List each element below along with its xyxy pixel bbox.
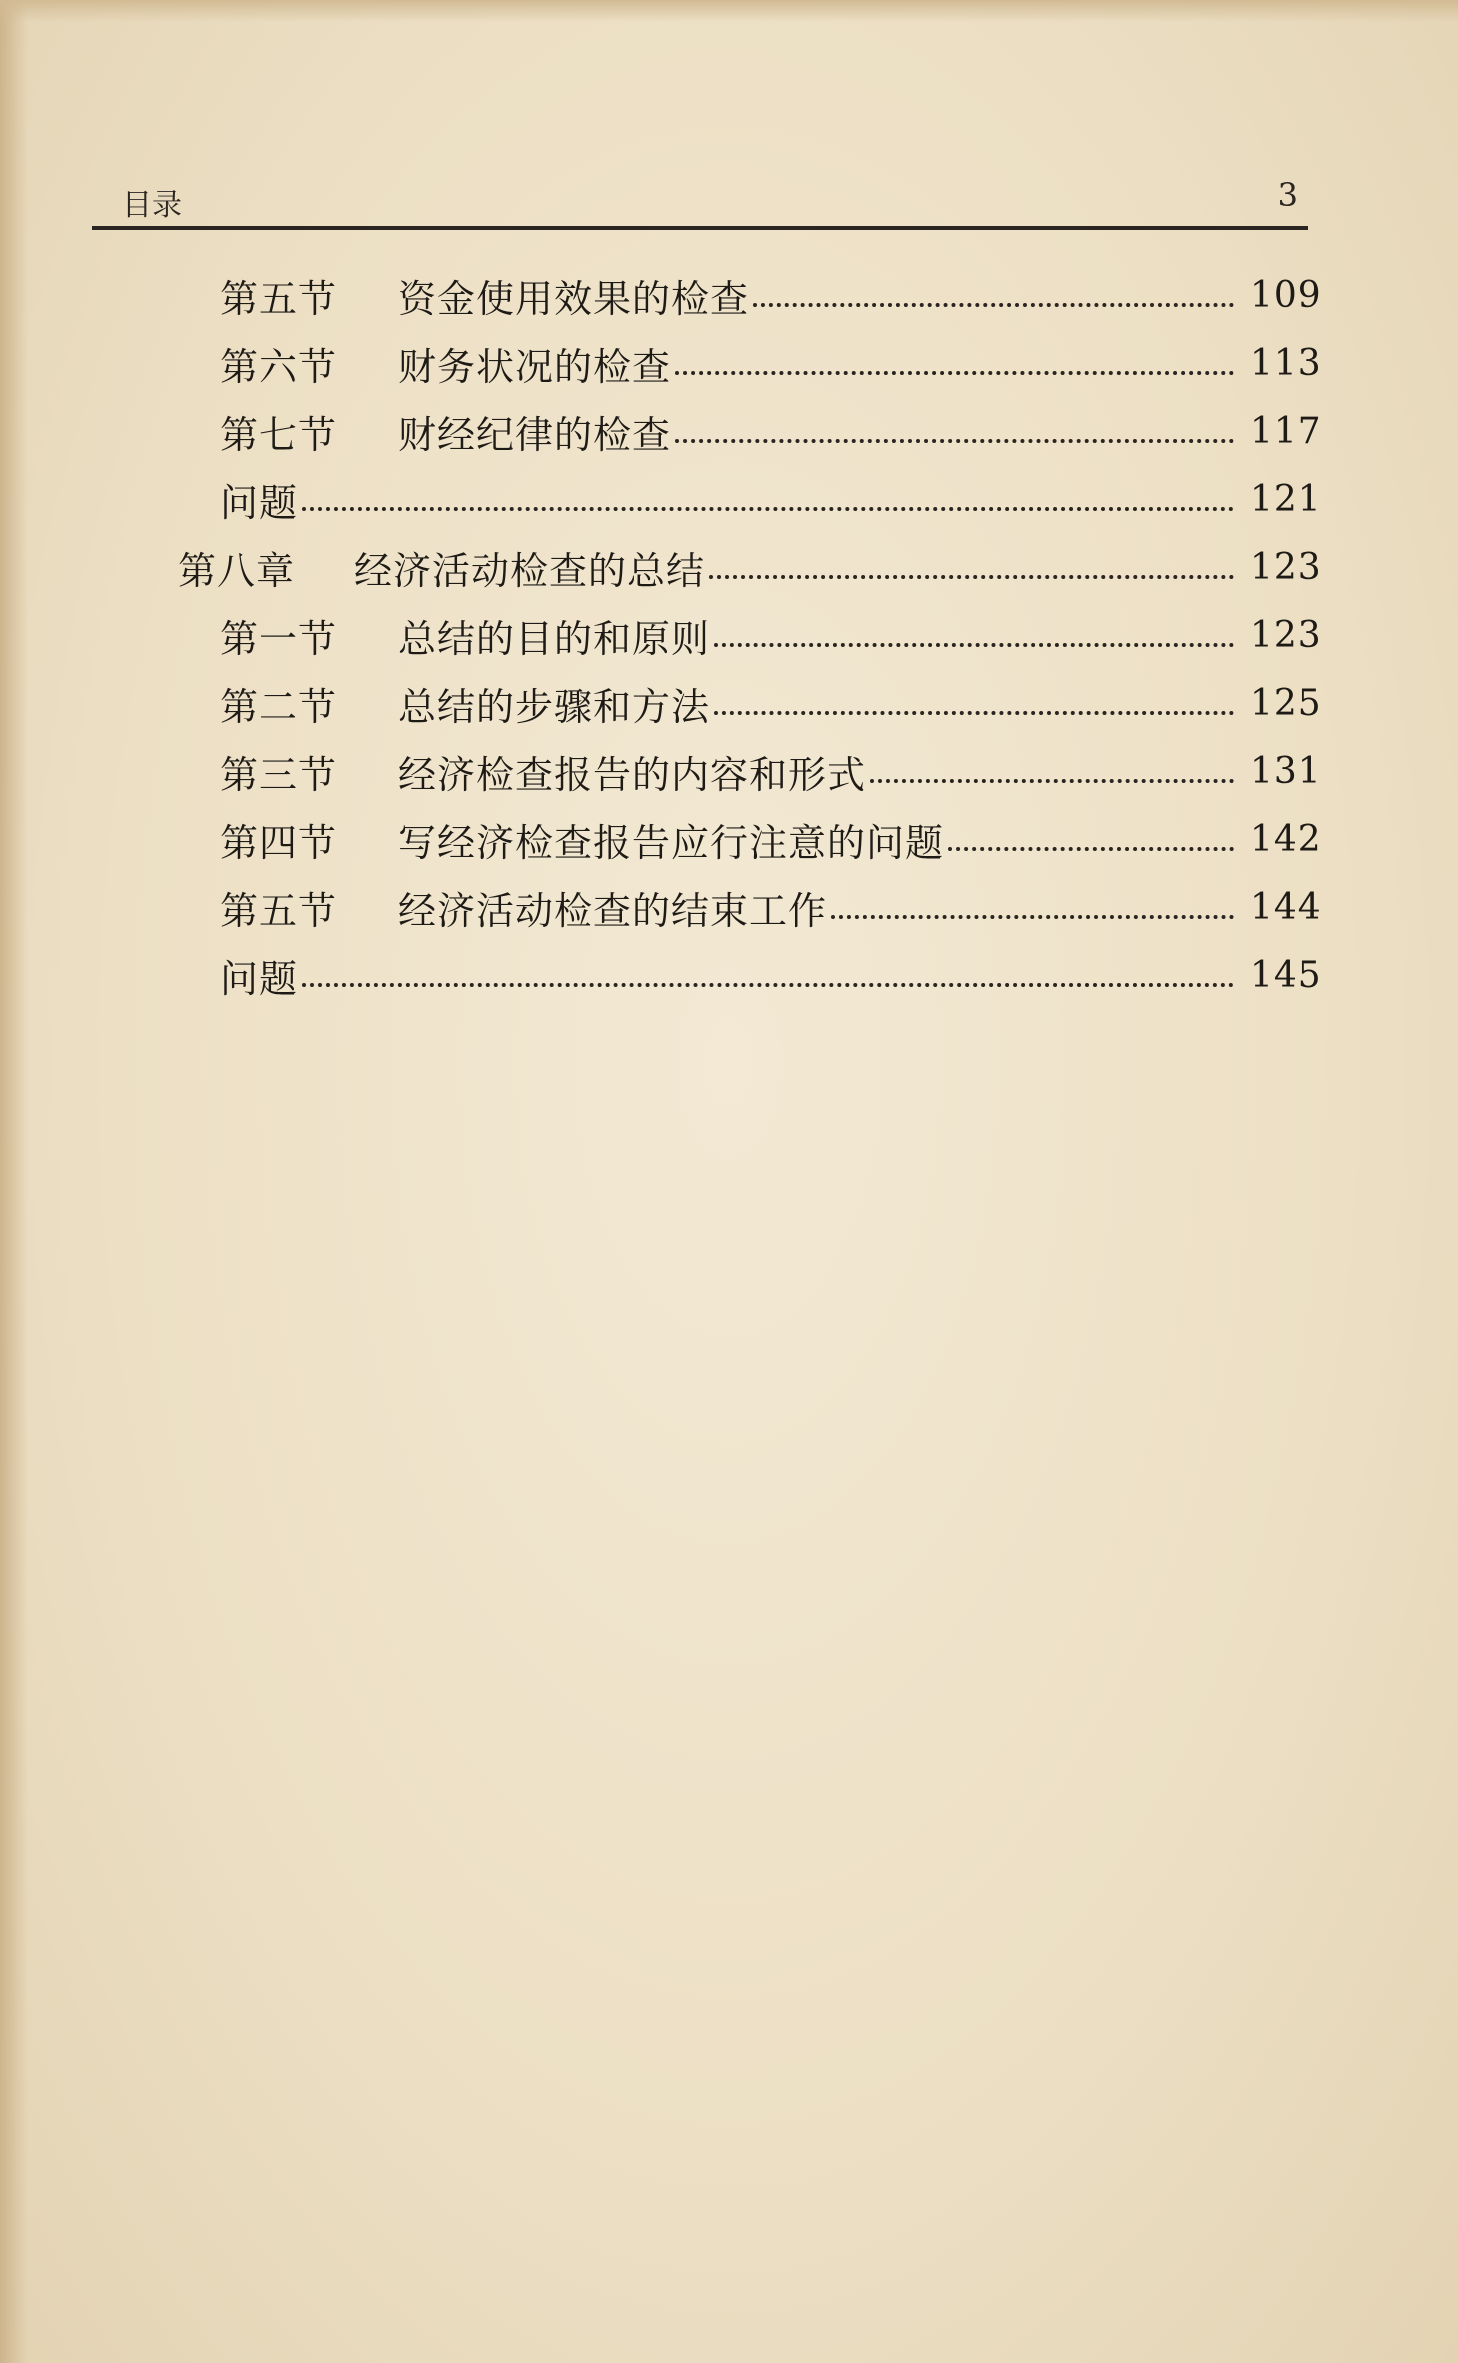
toc-entry-label: [220, 336, 671, 391]
toc-entry-title: 总结的步骤和方法: [398, 684, 711, 729]
dot-leader: [948, 847, 1234, 851]
toc-entry-label: [178, 540, 705, 595]
toc-entry-page: 121: [1250, 478, 1322, 520]
toc-entry-page: 144: [1250, 886, 1322, 928]
toc-entry-title: 问题: [220, 480, 299, 525]
toc-entry: [220, 945, 1320, 1005]
toc-entry-page: 113: [1250, 342, 1322, 384]
dot-leader: [675, 439, 1234, 443]
toc-entry-page: 131: [1250, 750, 1322, 792]
toc-entry-label: [220, 744, 866, 799]
dot-leader: [870, 779, 1234, 783]
toc-entry: [220, 877, 1320, 937]
dot-leader: [831, 915, 1234, 919]
toc-entry-number: 第七节: [220, 412, 338, 457]
toc-entry: [220, 401, 1320, 461]
toc-entry-number: 第五节: [220, 888, 338, 933]
dot-leader: [753, 303, 1234, 307]
dot-leader: [714, 711, 1234, 715]
toc-entry-number: 第三节: [220, 752, 338, 797]
toc-entry-page: 117: [1250, 410, 1322, 452]
page-edge-shadow: [0, 0, 28, 2363]
header-page-number: 3: [1277, 176, 1298, 214]
toc-chapter-entry: [178, 537, 1320, 597]
running-header: [92, 172, 1308, 222]
page-top-shadow: [0, 0, 1458, 22]
toc-entry-title: 经济检查报告的内容和形式: [398, 752, 867, 797]
toc-entry-label: [220, 608, 710, 663]
toc-entry-page: 125: [1250, 682, 1322, 724]
header-title: 目录: [122, 188, 182, 223]
dot-leader: [709, 575, 1234, 579]
toc-entry-title: 问题: [220, 956, 299, 1001]
toc-entry-page: 145: [1250, 954, 1322, 996]
toc-entry-title: 总结的目的和原则: [398, 616, 711, 661]
toc-entry-label: [220, 404, 671, 459]
toc-entry: [220, 673, 1320, 733]
dot-leader: [714, 643, 1234, 647]
toc-entry: [220, 265, 1320, 325]
header-rule: [92, 226, 1308, 230]
toc-entry: [220, 809, 1320, 869]
toc-entry-label: [220, 676, 710, 731]
toc-entry-number: 第六节: [220, 344, 338, 389]
dot-leader: [675, 371, 1234, 375]
dot-leader: [302, 507, 1234, 511]
toc-entry-page: 142: [1250, 818, 1322, 860]
toc-entry-title: 经济活动检查的总结: [354, 548, 706, 593]
toc-entry: [220, 333, 1320, 393]
toc-entry-label: [220, 812, 944, 867]
toc-entry-page: 109: [1250, 274, 1322, 316]
toc-entry-page: 123: [1250, 546, 1322, 588]
toc-entry: [220, 469, 1320, 529]
toc-entry-title: 财经纪律的检查: [398, 412, 672, 457]
dot-leader: [302, 983, 1234, 987]
toc-entry-title: 经济活动检查的结束工作: [398, 888, 828, 933]
toc-entry-number: 第二节: [220, 684, 338, 729]
toc-entry-number: 第一节: [220, 616, 338, 661]
toc-entry: [220, 605, 1320, 665]
toc-entry-number: 第八章: [178, 548, 296, 593]
toc-entry-label: [220, 268, 749, 323]
toc-entry-title: 资金使用效果的检查: [398, 276, 750, 321]
toc-entry-page: 123: [1250, 614, 1322, 656]
toc-entry-title: 财务状况的检查: [398, 344, 672, 389]
toc-entry: [220, 741, 1320, 801]
toc-entry-number: 第五节: [220, 276, 338, 321]
toc-entry-label: [220, 880, 827, 935]
toc-entry-number: 第四节: [220, 820, 338, 865]
toc-entry-title: 写经济检查报告应行注意的问题: [398, 820, 945, 865]
